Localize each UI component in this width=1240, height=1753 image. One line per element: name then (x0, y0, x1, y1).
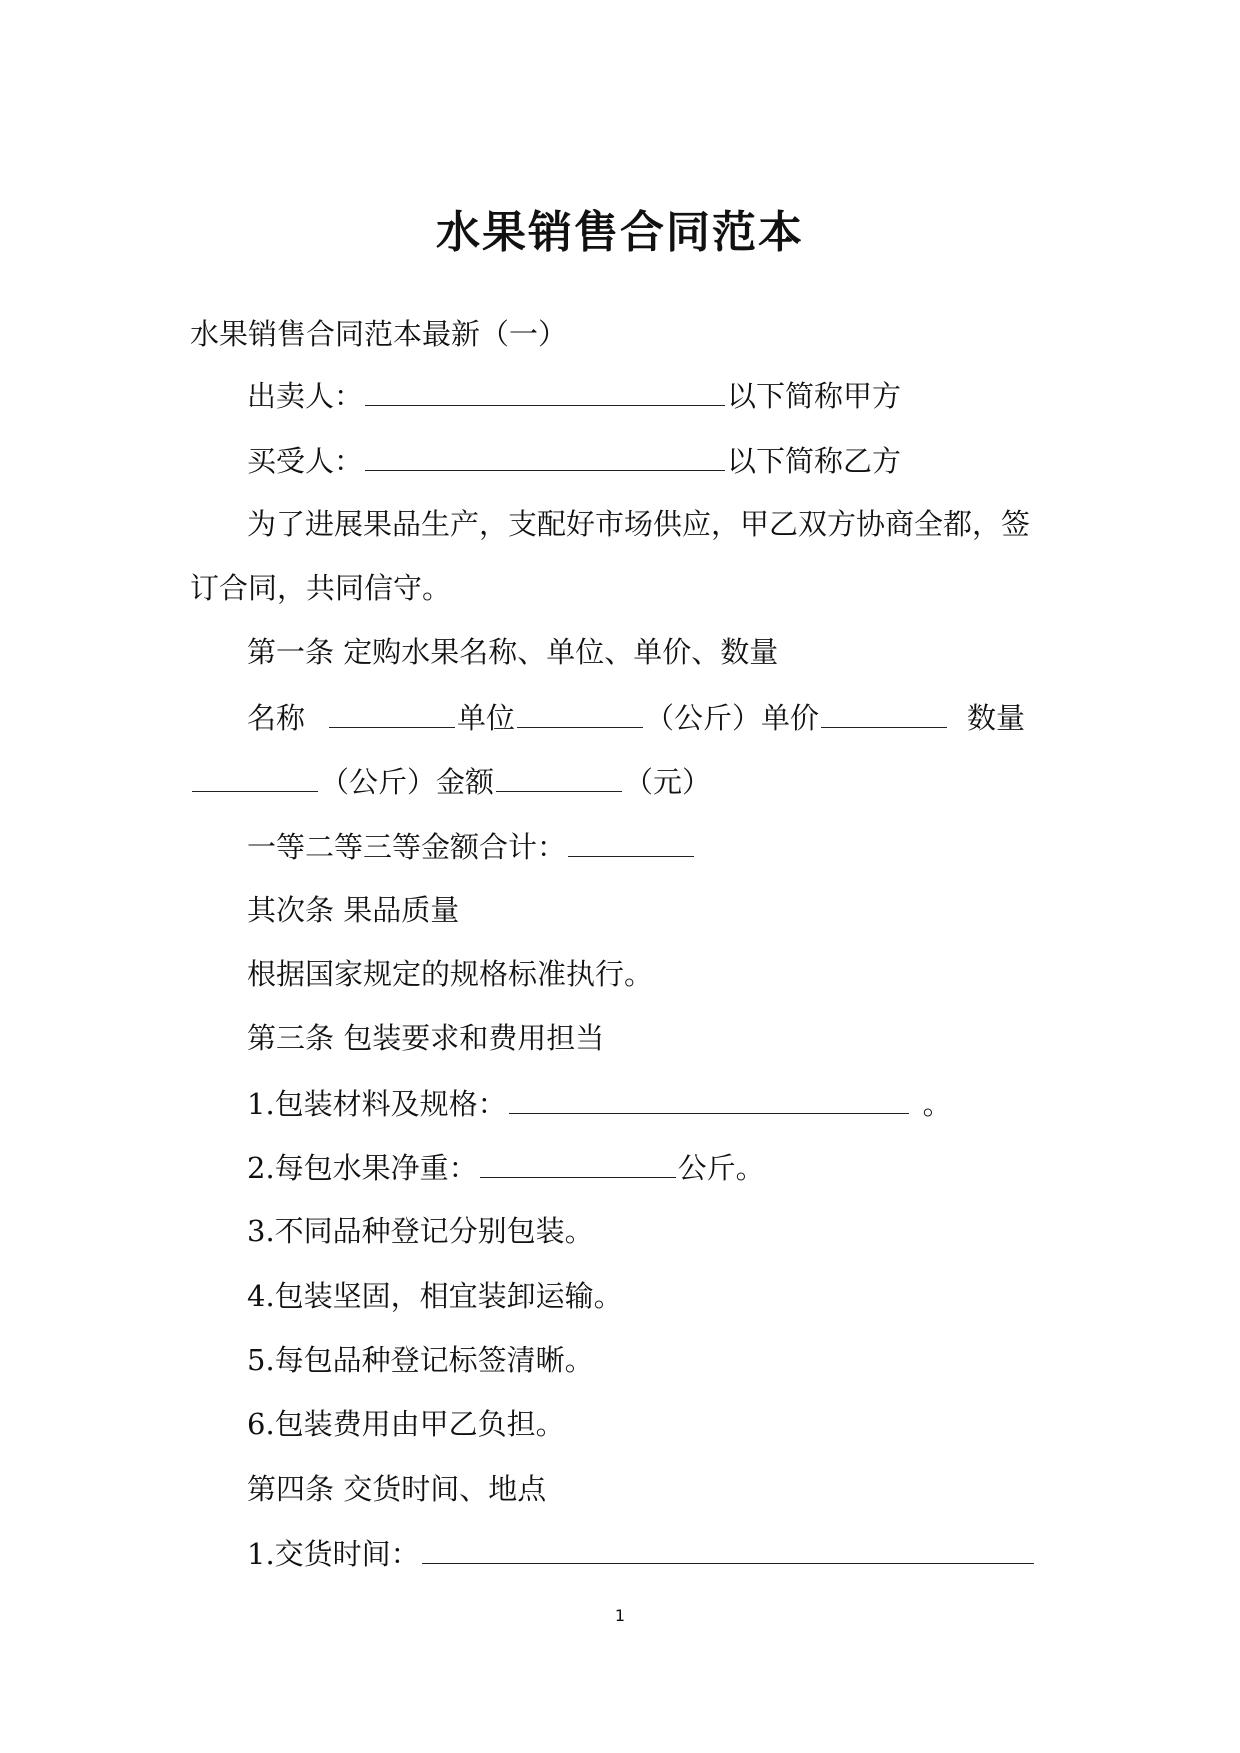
packing-material-blank[interactable] (509, 1083, 909, 1114)
seller-line (247, 375, 901, 415)
seller-blank[interactable] (365, 375, 725, 406)
buyer-suffix: 以下简称乙方 (727, 444, 902, 478)
article3-item-4: 4.包装坚固，相宜装卸运输。 (247, 1279, 623, 1313)
quantity-unit-label: （公斤）金额 (320, 765, 495, 799)
total-line (247, 826, 696, 866)
net-weight-blank[interactable] (480, 1147, 676, 1178)
total-label: 一等二等三等金额合计： (247, 830, 567, 864)
delivery-time-blank[interactable] (422, 1533, 1034, 1564)
amount-unit-label: （元） (624, 765, 712, 799)
article3-item-3: 3.不同品种登记分别包装。 (247, 1214, 594, 1248)
section-heading: 水果销售合同范本最新（一） (190, 317, 568, 351)
page-number: 1 (614, 1606, 626, 1625)
document-title: 水果销售合同范本 (436, 207, 804, 258)
article2-heading: 其次条 果品质量 (247, 893, 460, 927)
buyer-blank[interactable] (365, 440, 725, 471)
article3-item-2 (247, 1147, 765, 1187)
article4-item-1 (247, 1533, 1036, 1573)
article1-fields-line-2 (190, 761, 711, 801)
delivery-time-label: 1.交货时间： (247, 1537, 420, 1571)
article3-item-1 (247, 1083, 952, 1123)
name-label: 名称 (247, 701, 306, 735)
article1-heading: 第一条 定购水果名称、单位、单价、数量 (247, 635, 779, 669)
unit-blank[interactable] (517, 697, 643, 728)
intro-line-2: 订合同，共同信守。 (190, 571, 452, 605)
quantity-blank[interactable] (192, 761, 318, 792)
buyer-label: 买受人： (247, 444, 364, 478)
amount-blank[interactable] (496, 761, 622, 792)
article4-heading: 第四条 交货时间、地点 (247, 1472, 547, 1506)
article2-body: 根据国家规定的规格标准执行。 (247, 957, 654, 991)
intro-line-1: 为了进展果品生产，支配好市场供应，甲乙双方协商全都，签 (247, 507, 1031, 541)
unit-label: 单位 (457, 701, 516, 735)
net-weight-end: 公斤。 (677, 1151, 765, 1185)
packing-material-end: 。 (922, 1087, 952, 1121)
quantity-label: 数量 (967, 701, 1026, 735)
article1-fields-line-1 (247, 697, 1025, 737)
article3-item-6: 6.包装费用由甲乙负担。 (247, 1407, 565, 1441)
article3-heading: 第三条 包装要求和费用担当 (247, 1021, 605, 1055)
price-blank[interactable] (821, 697, 947, 728)
unit-kg-label: （公斤）单价 (645, 701, 820, 735)
seller-suffix: 以下简称甲方 (727, 379, 902, 413)
packing-material-label: 1.包装材料及规格： (247, 1087, 507, 1121)
name-blank[interactable] (329, 697, 455, 728)
total-blank[interactable] (568, 826, 694, 857)
buyer-line (247, 440, 901, 480)
net-weight-label: 2.每包水果净重： (247, 1151, 478, 1185)
article3-item-5: 5.每包品种登记标签清晰。 (247, 1343, 594, 1377)
seller-label: 出卖人： (247, 379, 364, 413)
